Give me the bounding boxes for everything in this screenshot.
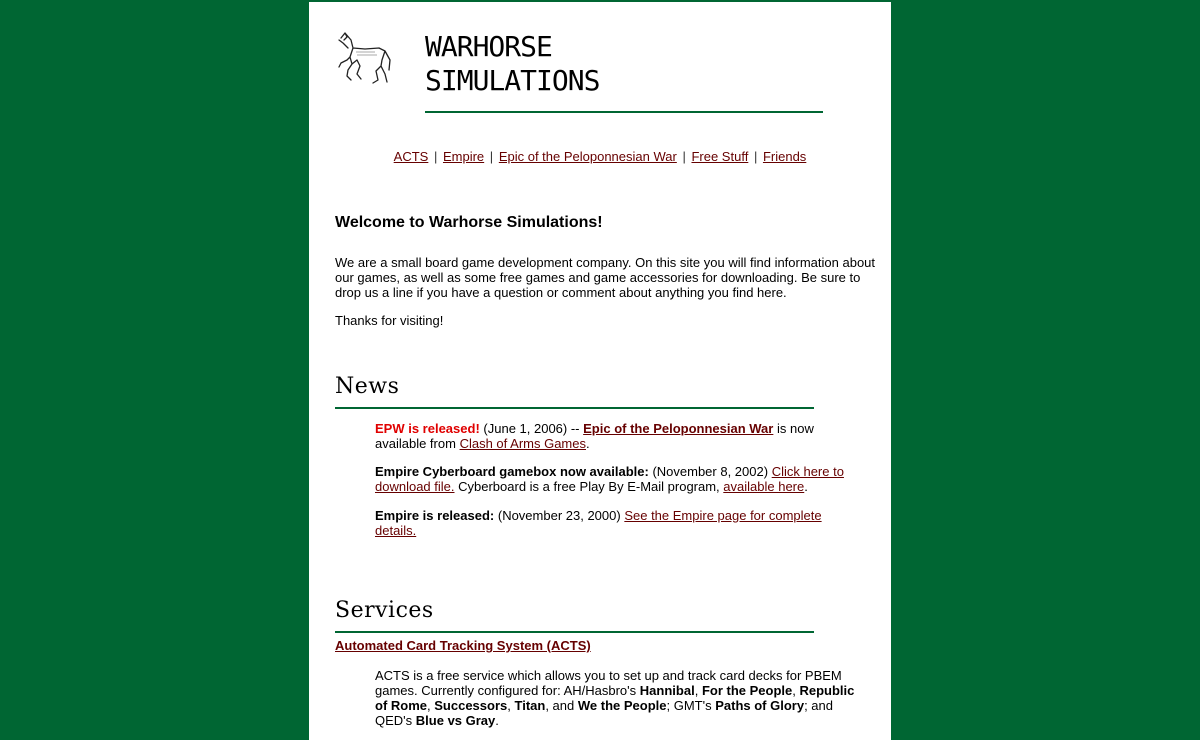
news-divider: [335, 407, 814, 409]
news-date: (November 8, 2002): [652, 464, 769, 479]
news-text: Cyberboard is a free Play By E-Mail program,: [458, 479, 720, 494]
game-title: Blue vs Gray: [415, 713, 496, 728]
acts-service-link[interactable]: Automated Card Tracking System (ACTS): [335, 638, 591, 653]
nav-separator: |: [489, 149, 494, 164]
acts-desc-text: , and: [545, 698, 575, 713]
news-link-epw[interactable]: Epic of the Peloponnesian War: [583, 421, 774, 436]
nav-link-epw[interactable]: Epic of the Peloponnesian War: [498, 149, 677, 164]
news-item-cyberboard: [375, 464, 865, 494]
game-title: We the People: [577, 698, 667, 713]
news-text: is now available from: [375, 421, 814, 451]
news-date: (June 1, 2006) --: [483, 421, 580, 436]
nav-link-friends[interactable]: Friends: [762, 149, 807, 164]
game-title: For the People: [701, 683, 793, 698]
acts-desc-text: ,: [792, 683, 796, 698]
acts-desc-text: ,: [507, 698, 511, 713]
game-title: Titan: [514, 698, 546, 713]
nav-separator: |: [433, 149, 438, 164]
news-text: .: [804, 479, 808, 494]
news-text: .: [586, 436, 590, 451]
nav-separator: |: [682, 149, 686, 164]
game-title: Successors: [434, 698, 508, 713]
page-container: [309, 2, 891, 740]
acts-desc-text: ; and QED's: [375, 698, 833, 728]
services-divider: [335, 631, 814, 633]
thanks-paragraph: Thanks for visiting!: [335, 313, 444, 328]
news-date: (November 23, 2000): [497, 508, 621, 523]
nav-separator: |: [753, 149, 758, 164]
nav-link-free-stuff[interactable]: Free Stuff: [691, 149, 749, 164]
nav-link-empire[interactable]: Empire: [442, 149, 485, 164]
acts-desc-text: .: [495, 713, 499, 728]
news-label: Empire is released:: [375, 508, 495, 523]
title-divider: [425, 111, 823, 113]
acts-desc-text: ,: [694, 683, 699, 698]
game-title: Republic of Rome: [375, 683, 855, 713]
acts-description: [375, 668, 865, 728]
news-label: Empire Cyberboard gamebox now available:: [375, 464, 649, 479]
main-nav: [309, 149, 891, 164]
site-title-line2: SIMULATIONS: [425, 64, 600, 97]
news-item-empire: [375, 508, 865, 538]
news-item-epw: [375, 421, 865, 451]
news-link-download[interactable]: Click here to download file.: [375, 464, 844, 494]
news-link-empire-page[interactable]: See the Empire page for complete details.: [375, 508, 822, 538]
acts-desc-text: ,: [427, 698, 431, 713]
horse-logo-icon: [335, 30, 393, 86]
game-title: Paths of Glory: [715, 698, 805, 713]
site-title-line1: WARHORSE: [425, 30, 552, 63]
news-link-clash-of-arms[interactable]: Clash of Arms Games: [459, 436, 586, 451]
news-link-cyberboard[interactable]: available here: [723, 479, 805, 494]
intro-paragraph: We are a small board game development company. On this site you will find information about our games, as well as some free games and game accessories for downloading. Be sure to drop us a line if you have a question or comment about anything you find here.: [335, 255, 876, 300]
acts-desc-text: ; GMT's: [666, 698, 712, 713]
services-heading: Services: [335, 598, 434, 623]
news-heading: News: [335, 374, 400, 399]
news-label: EPW is released!: [375, 421, 480, 436]
welcome-heading: Welcome to Warhorse Simulations!: [335, 214, 603, 231]
site-title: [425, 30, 599, 98]
acts-desc-text: ACTS is a free service which allows you to set up and track card decks for PBEM games. Currently configured for: AH/Hasbro's: [375, 668, 842, 698]
nav-link-acts[interactable]: ACTS: [393, 149, 429, 164]
game-title: Hannibal: [639, 683, 695, 698]
